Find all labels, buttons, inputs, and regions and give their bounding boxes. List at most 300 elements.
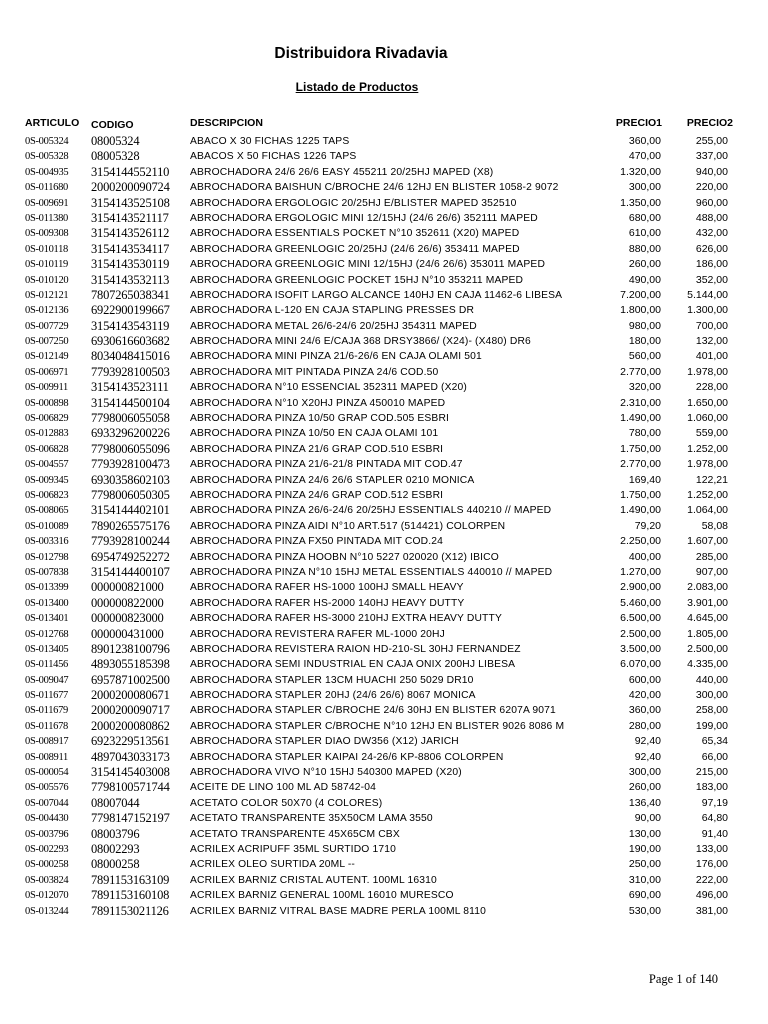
table-row — [0, 411, 768, 426]
row-codigo: 3154144552110 — [91, 164, 170, 179]
row-codigo: 08007044 — [91, 795, 140, 810]
row-articulo: 0S-013405 — [25, 643, 69, 655]
row-precio2: 220,00 — [695, 181, 728, 194]
table-row — [0, 534, 768, 549]
row-descripcion: ABROCHADORA PINZA 21/6-21/8 PINTADA MIT COD.47 — [190, 459, 463, 471]
row-codigo: 3154143543119 — [91, 318, 170, 333]
row-precio1: 1.800,00 — [620, 304, 661, 317]
row-descripcion: ABROCHADORA STAPLER 20HJ (24/6 26/6) 8067 MONICA — [190, 690, 476, 702]
row-descripcion: ABROCHADORA PINZA 24/6 26/6 STAPLER 0210 MONICA — [190, 474, 475, 486]
document-title: Distribuidora Rivadavia — [274, 45, 448, 62]
row-precio1: 1.750,00 — [620, 442, 661, 455]
row-precio2: 215,00 — [695, 766, 728, 779]
row-codigo: 4897043033173 — [91, 749, 170, 764]
row-descripcion: ABROCHADORA RAFER HS-1000 100HJ SMALL HEAVY — [190, 582, 464, 594]
row-precio2: 1.060,00 — [687, 412, 728, 425]
table-row — [0, 596, 768, 611]
table-row — [0, 811, 768, 826]
table-row — [0, 503, 768, 518]
row-descripcion: ABROCHADORA METAL 26/6-24/6 20/25HJ 354311 MAPED — [190, 320, 477, 332]
row-descripcion: ABROCHADORA PINZA HOOBN N°10 5227 020020 (X12) IBICO — [190, 551, 499, 563]
row-articulo: 0S-006828 — [25, 443, 69, 455]
table-row — [0, 380, 768, 395]
row-codigo: 7807265038341 — [91, 287, 170, 302]
row-codigo: 6954749252272 — [91, 549, 170, 564]
row-articulo: 0S-012136 — [25, 305, 69, 317]
row-articulo: 0S-011679 — [25, 705, 68, 717]
row-descripcion: ABROCHADORA PINZA AIDI N°10 ART.517 (514421) COLORPEN — [190, 520, 506, 532]
row-codigo: 7793928100503 — [91, 364, 170, 379]
row-codigo: 7891153160108 — [91, 888, 170, 903]
row-articulo: 0S-013399 — [25, 582, 69, 594]
row-precio1: 490,00 — [628, 273, 661, 286]
row-codigo: 7798100571744 — [91, 780, 170, 795]
table-row — [0, 780, 768, 795]
row-codigo: 2000200080671 — [91, 688, 170, 703]
row-articulo: 0S-004557 — [25, 459, 69, 471]
row-precio1: 260,00 — [628, 781, 661, 794]
row-precio2: 58,08 — [701, 519, 728, 532]
row-articulo: 0S-012149 — [25, 351, 69, 363]
row-precio2: 940,00 — [695, 165, 728, 178]
row-precio2: 337,00 — [695, 150, 728, 163]
table-row — [0, 719, 768, 734]
row-precio2: 3.901,00 — [687, 596, 728, 609]
row-descripcion: ABROCHADORA PINZA 10/50 EN CAJA OLAMI 101 — [190, 428, 439, 440]
row-codigo: 08000258 — [91, 857, 140, 872]
row-codigo: 7798006050305 — [91, 487, 170, 502]
row-precio1: 136,40 — [628, 796, 661, 809]
row-precio2: 1.300,00 — [687, 304, 728, 317]
table-row — [0, 888, 768, 903]
row-precio1: 6.500,00 — [620, 612, 661, 625]
row-codigo: 08002293 — [91, 841, 140, 856]
row-precio1: 6.070,00 — [620, 658, 661, 671]
table-row — [0, 365, 768, 380]
row-articulo: 0S-008917 — [25, 736, 69, 748]
table-row — [0, 457, 768, 472]
table-row — [0, 288, 768, 303]
row-codigo: 6922900199667 — [91, 303, 170, 318]
table-row — [0, 134, 768, 149]
row-precio1: 3.500,00 — [620, 642, 661, 655]
row-articulo: 0S-011456 — [25, 659, 68, 671]
row-precio1: 320,00 — [628, 381, 661, 394]
table-row — [0, 657, 768, 672]
row-precio1: 2.250,00 — [620, 535, 661, 548]
row-precio1: 560,00 — [628, 350, 661, 363]
row-codigo: 000000823000 — [91, 611, 164, 626]
row-precio1: 1.270,00 — [620, 565, 661, 578]
row-descripcion: ABROCHADORA PINZA 24/6 GRAP COD.512 ESBRI — [190, 489, 444, 501]
row-precio1: 610,00 — [628, 227, 661, 240]
table-row — [0, 842, 768, 857]
row-precio2: 1.252,00 — [687, 488, 728, 501]
table-row — [0, 165, 768, 180]
row-articulo: 0S-000054 — [25, 767, 69, 779]
row-descripcion: ABROCHADORA 24/6 26/6 EASY 455211 20/25HJ MAPED (X8) — [190, 166, 494, 178]
row-articulo: 0S-013401 — [25, 613, 69, 625]
row-precio1: 530,00 — [628, 904, 661, 917]
row-descripcion: ABROCHADORA RAFER HS-3000 210HJ EXTRA HEAVY DUTTY — [190, 613, 502, 625]
row-articulo: 0S-004430 — [25, 813, 69, 825]
row-codigo: 6957871002500 — [91, 672, 170, 687]
row-descripcion: ABROCHADORA BAISHUN C/BROCHE 24/6 12HJ EN BLISTER 1058-2 9072 — [190, 182, 559, 194]
row-articulo: 0S-010118 — [25, 243, 68, 255]
row-descripcion: ABROCHADORA MINI PINZA 21/6-26/6 EN CAJA OLAMI 501 — [190, 351, 482, 363]
row-descripcion: ABROCHADORA MINI 24/6 E/CAJA 368 DRSY3866/ (X24)- (X480) DR6 — [190, 336, 531, 348]
row-codigo: 3154143525108 — [91, 195, 170, 210]
row-articulo: 0S-010089 — [25, 520, 69, 532]
row-articulo: 0S-007729 — [25, 320, 69, 332]
row-precio1: 470,00 — [628, 150, 661, 163]
row-descripcion: ABROCHADORA SEMI INDUSTRIAL EN CAJA ONIX 200HJ LIBESA — [190, 659, 516, 671]
row-articulo: 0S-008911 — [25, 751, 68, 763]
row-articulo: 0S-012070 — [25, 890, 69, 902]
product-table-body — [0, 134, 768, 919]
row-precio2: 1.064,00 — [687, 504, 728, 517]
row-precio2: 432,00 — [695, 227, 728, 240]
table-row — [0, 580, 768, 595]
row-precio1: 400,00 — [628, 550, 661, 563]
row-descripcion: ABROCHADORA GREENLOGIC 20/25HJ (24/6 26/6) 353411 MAPED — [190, 243, 520, 255]
row-codigo: 3154143530119 — [91, 257, 170, 272]
table-row — [0, 426, 768, 441]
table-row — [0, 257, 768, 272]
row-articulo: 0S-012768 — [25, 628, 69, 640]
table-row — [0, 796, 768, 811]
table-row — [0, 904, 768, 919]
row-precio1: 300,00 — [628, 181, 661, 194]
row-precio2: 1.252,00 — [687, 442, 728, 455]
row-precio2: 488,00 — [695, 211, 728, 224]
row-codigo: 8034048415016 — [91, 349, 170, 364]
table-row — [0, 642, 768, 657]
row-descripcion: ABROCHADORA STAPLER C/BROCHE 24/6 30HJ EN BLISTER 6207A 9071 — [190, 705, 556, 717]
table-row — [0, 319, 768, 334]
row-articulo: 0S-000258 — [25, 859, 69, 871]
page-number: Page 1 of 140 — [648, 972, 718, 986]
row-precio1: 190,00 — [628, 842, 661, 855]
row-descripcion: ABROCHADORA N°10 X20HJ PINZA 450010 MAPED — [190, 397, 446, 409]
row-precio2: 65,34 — [701, 735, 728, 748]
table-row — [0, 673, 768, 688]
row-precio1: 420,00 — [628, 689, 661, 702]
row-articulo: 0S-000898 — [25, 397, 69, 409]
row-codigo: 000000821000 — [91, 580, 164, 595]
row-precio2: 381,00 — [695, 904, 728, 917]
row-precio1: 980,00 — [628, 319, 661, 332]
row-precio2: 285,00 — [695, 550, 728, 563]
row-precio1: 600,00 — [628, 673, 661, 686]
row-precio1: 680,00 — [628, 211, 661, 224]
row-articulo: 0S-013244 — [25, 905, 69, 917]
row-precio1: 2.900,00 — [620, 581, 661, 594]
table-row — [0, 857, 768, 872]
row-codigo: 3154144500104 — [91, 395, 170, 410]
row-codigo: 3154143534117 — [91, 241, 170, 256]
row-descripcion: ABROCHADORA REVISTERA RAFER ML-1000 20HJ — [190, 628, 445, 640]
row-precio1: 169,40 — [628, 473, 661, 486]
row-articulo: 0S-011380 — [25, 212, 68, 224]
row-descripcion: ACETATO TRANSPARENTE 45X65CM CBX — [190, 828, 400, 840]
row-precio2: 907,00 — [695, 565, 728, 578]
row-precio1: 310,00 — [628, 873, 661, 886]
table-row — [0, 349, 768, 364]
row-codigo: 6933296200226 — [91, 426, 170, 441]
row-precio2: 1.607,00 — [687, 535, 728, 548]
row-articulo: 0S-005324 — [25, 136, 69, 147]
row-descripcion: ABROCHADORA VIVO N°10 15HJ 540300 MAPED (X20) — [190, 767, 462, 779]
header-articulo: ARTICULO — [25, 117, 80, 129]
row-precio2: 199,00 — [695, 719, 728, 732]
row-articulo: 0S-013400 — [25, 597, 69, 609]
row-precio1: 1.490,00 — [620, 412, 661, 425]
row-precio1: 1.750,00 — [620, 488, 661, 501]
row-articulo: 0S-003796 — [25, 828, 69, 840]
row-codigo: 2000200090717 — [91, 703, 170, 718]
row-codigo: 3154143532113 — [91, 272, 170, 287]
row-descripcion: ABROCHADORA PINZA 10/50 GRAP COD.505 ESBRI — [190, 413, 450, 425]
row-precio2: 97,19 — [701, 796, 728, 809]
row-precio2: 700,00 — [695, 319, 728, 332]
row-precio2: 183,00 — [695, 781, 728, 794]
row-precio2: 440,00 — [695, 673, 728, 686]
row-descripcion: ACRILEX ACRIPUFF 35ML SURTIDO 1710 — [190, 843, 396, 855]
row-descripcion: ABROCHADORA PINZA FX50 PINTADA MIT COD.24 — [190, 536, 443, 548]
table-row — [0, 611, 768, 626]
row-precio1: 130,00 — [628, 827, 661, 840]
table-row — [0, 873, 768, 888]
table-row — [0, 519, 768, 534]
table-row — [0, 334, 768, 349]
row-precio2: 1.805,00 — [687, 627, 728, 640]
row-articulo: 0S-009691 — [25, 197, 69, 209]
row-precio1: 1.320,00 — [620, 165, 661, 178]
table-row — [0, 734, 768, 749]
row-descripcion: ACETATO COLOR 50X70 (4 COLORES) — [190, 797, 383, 809]
row-codigo: 3154143523111 — [91, 380, 169, 395]
row-codigo: 3154143526112 — [91, 226, 170, 241]
row-descripcion: ACRILEX OLEO SURTIDA 20ML -- — [190, 859, 355, 871]
row-descripcion: ACETATO TRANSPARENTE 35X50CM LAMA 3550 — [190, 813, 433, 825]
row-precio2: 1.650,00 — [687, 396, 728, 409]
row-codigo: 2000200090724 — [91, 180, 170, 195]
row-precio2: 496,00 — [695, 889, 728, 902]
row-precio1: 360,00 — [628, 135, 661, 147]
row-codigo: 6930358602103 — [91, 472, 170, 487]
row-descripcion: ACRILEX BARNIZ VITRAL BASE MADRE PERLA 100ML 8110 — [190, 905, 486, 917]
row-precio2: 255,00 — [695, 135, 728, 147]
table-row — [0, 827, 768, 842]
row-articulo: 0S-009345 — [25, 474, 69, 486]
row-articulo: 0S-007838 — [25, 566, 69, 578]
row-descripcion: ABROCHADORA ERGOLOGIC MINI 12/15HJ (24/6 26/6) 352111 MAPED — [190, 212, 538, 224]
row-descripcion: ABROCHADORA ERGOLOGIC 20/25HJ E/BLISTER MAPED 352510 — [190, 197, 517, 209]
row-codigo: 7798006055058 — [91, 411, 170, 426]
row-descripcion: ACRILEX BARNIZ CRISTAL AUTENT. 100ML 16310 — [190, 874, 437, 886]
table-row — [0, 688, 768, 703]
row-precio1: 7.200,00 — [620, 288, 661, 301]
row-descripcion: ABROCHADORA GREENLOGIC POCKET 15HJ N°10 353211 MAPED — [190, 274, 524, 286]
table-row — [0, 180, 768, 195]
row-articulo: 0S-009911 — [25, 382, 68, 394]
row-codigo: 000000822000 — [91, 595, 164, 610]
row-precio1: 90,00 — [634, 812, 661, 825]
row-articulo: 0S-011680 — [25, 182, 68, 194]
row-codigo: 7798006055096 — [91, 441, 170, 456]
row-codigo: 08005324 — [91, 134, 140, 148]
row-codigo: 6930616603682 — [91, 334, 170, 349]
row-precio1: 5.460,00 — [620, 596, 661, 609]
row-codigo: 08003796 — [91, 826, 140, 841]
row-precio1: 780,00 — [628, 427, 661, 440]
row-descripcion: ABROCHADORA MIT PINTADA PINZA 24/6 COD.50 — [190, 366, 439, 378]
row-precio2: 64,80 — [701, 812, 728, 825]
row-precio2: 4.645,00 — [687, 612, 728, 625]
table-row — [0, 703, 768, 718]
row-descripcion: ABROCHADORA REVISTERA RAION HD-210-SL 30HJ FERNANDEZ — [190, 643, 521, 655]
row-precio1: 92,40 — [634, 750, 661, 763]
row-codigo: 3154145403008 — [91, 765, 170, 780]
row-codigo: 7891153163109 — [91, 872, 170, 887]
row-precio2: 300,00 — [695, 689, 728, 702]
table-row — [0, 488, 768, 503]
table-row — [0, 196, 768, 211]
table-row — [0, 273, 768, 288]
row-descripcion: ABROCHADORA PINZA N°10 15HJ METAL ESSENTIALS 440010 // MAPED — [190, 566, 553, 578]
row-precio2: 626,00 — [695, 242, 728, 255]
row-articulo: 0S-008065 — [25, 505, 69, 517]
row-codigo: 4893055185398 — [91, 657, 170, 672]
row-precio1: 690,00 — [628, 889, 661, 902]
header-descripcion: DESCRIPCION — [190, 117, 263, 129]
row-articulo: 0S-002293 — [25, 843, 69, 855]
row-precio1: 250,00 — [628, 858, 661, 871]
row-articulo: 0S-011677 — [25, 690, 68, 702]
row-descripcion: ABROCHADORA N°10 ESSENCIAL 352311 MAPED (X20) — [190, 382, 467, 394]
table-row — [0, 473, 768, 488]
row-articulo: 0S-005328 — [25, 151, 69, 163]
table-row — [0, 442, 768, 457]
row-precio1: 180,00 — [628, 335, 661, 348]
table-row — [0, 627, 768, 642]
row-articulo: 0S-011678 — [25, 720, 68, 732]
row-precio2: 1.978,00 — [687, 458, 728, 471]
row-descripcion: ABROCHADORA STAPLER KAIPAI 24-26/6 KP-8806 COLORPEN — [190, 751, 504, 763]
row-articulo: 0S-003824 — [25, 874, 69, 886]
row-articulo: 0S-004935 — [25, 166, 69, 178]
row-codigo: 2000200080862 — [91, 718, 170, 733]
row-precio1: 280,00 — [628, 719, 661, 732]
row-descripcion: ABROCHADORA STAPLER 13CM HUACHI 250 5029 DR10 — [190, 674, 474, 686]
row-codigo: 3154144402101 — [91, 503, 170, 518]
row-descripcion: ABROCHADORA RAFER HS-2000 140HJ HEAVY DUTTY — [190, 597, 465, 609]
table-row — [0, 396, 768, 411]
row-descripcion: ABROCHADORA L-120 EN CAJA STAPLING PRESSES DR — [190, 305, 475, 317]
table-row — [0, 565, 768, 580]
row-precio2: 122,21 — [695, 473, 728, 486]
row-descripcion: ABROCHADORA STAPLER C/BROCHE N°10 12HJ EN BLISTER 9026 8086 M — [190, 720, 565, 732]
row-precio1: 92,40 — [634, 735, 661, 748]
row-descripcion: ABROCHADORA ISOFIT LARGO ALCANCE 140HJ EN CAJA 11462-6 LIBESA — [190, 289, 563, 301]
row-articulo: 0S-003316 — [25, 536, 69, 548]
row-precio2: 559,00 — [695, 427, 728, 440]
row-precio2: 222,00 — [695, 873, 728, 886]
row-precio1: 1.350,00 — [620, 196, 661, 209]
table-row — [0, 750, 768, 765]
header-precio1: PRECIO1 — [615, 117, 662, 129]
row-codigo: 7798147152197 — [91, 811, 170, 826]
row-precio2: 2.500,00 — [687, 642, 728, 655]
row-descripcion: ABROCHADORA STAPLER DIAO DW356 (X12) JARICH — [190, 736, 459, 748]
row-codigo: 7891153021126 — [91, 903, 169, 918]
table-row — [0, 303, 768, 318]
row-articulo: 0S-006823 — [25, 489, 69, 501]
row-precio2: 352,00 — [695, 273, 728, 286]
row-codigo: 8901238100796 — [91, 641, 170, 656]
row-descripcion: ABROCHADORA PINZA 21/6 GRAP COD.510 ESBRI — [190, 443, 444, 455]
row-precio1: 2.770,00 — [620, 365, 661, 378]
row-codigo: 3154144400107 — [91, 564, 170, 579]
row-precio1: 2.500,00 — [620, 627, 661, 640]
row-descripcion: ABACO X 30 FICHAS 1225 TAPS — [190, 136, 350, 147]
row-precio1: 360,00 — [628, 704, 661, 717]
row-precio2: 2.083,00 — [687, 581, 728, 594]
row-codigo: 7793928100473 — [91, 457, 170, 472]
row-precio2: 401,00 — [695, 350, 728, 363]
header-codigo: CODIGO — [91, 119, 134, 131]
row-descripcion: ABACOS X 50 FICHAS 1226 TAPS — [190, 151, 357, 163]
row-articulo: 0S-007044 — [25, 797, 69, 809]
row-precio2: 228,00 — [695, 381, 728, 394]
row-articulo: 0S-006829 — [25, 413, 69, 425]
row-articulo: 0S-009308 — [25, 228, 69, 240]
row-precio1: 300,00 — [628, 766, 661, 779]
row-articulo: 0S-010120 — [25, 274, 69, 286]
row-precio2: 91,40 — [701, 827, 728, 840]
row-descripcion: ABROCHADORA GREENLOGIC MINI 12/15HJ (24/6 26/6) 353011 MAPED — [190, 259, 546, 271]
row-articulo: 0S-007250 — [25, 336, 69, 348]
row-precio2: 4.335,00 — [687, 658, 728, 671]
row-articulo: 0S-012883 — [25, 428, 69, 440]
row-descripcion: ABROCHADORA ESSENTIALS POCKET N°10 352611 (X20) MAPED — [190, 228, 520, 240]
row-precio1: 1.490,00 — [620, 504, 661, 517]
row-precio1: 2.310,00 — [620, 396, 661, 409]
row-codigo: 6923229513561 — [91, 734, 170, 749]
row-precio1: 260,00 — [628, 258, 661, 271]
row-articulo: 0S-006971 — [25, 366, 69, 378]
table-row — [0, 550, 768, 565]
row-precio2: 5.144,00 — [687, 288, 728, 301]
row-precio2: 1.978,00 — [687, 365, 728, 378]
row-codigo: 000000431000 — [91, 626, 164, 641]
table-row — [0, 211, 768, 226]
row-descripcion: ABROCHADORA PINZA 26/6-24/6 20/25HJ ESSENTIALS 440210 // MAPED — [190, 505, 552, 517]
row-precio2: 186,00 — [695, 258, 728, 271]
table-row — [0, 226, 768, 241]
document-subtitle: Listado de Productos — [295, 80, 419, 94]
row-precio2: 258,00 — [695, 704, 728, 717]
row-articulo: 0S-005576 — [25, 782, 69, 794]
row-descripcion: ACRILEX BARNIZ GENERAL 100ML 16010 MURESCO — [190, 890, 454, 902]
row-precio1: 2.770,00 — [620, 458, 661, 471]
row-codigo: 7793928100244 — [91, 534, 170, 549]
row-codigo: 3154143521117 — [91, 210, 169, 225]
row-codigo: 7890265575176 — [91, 518, 170, 533]
row-codigo: 08005328 — [91, 149, 140, 164]
header-precio2: PRECIO2 — [686, 117, 733, 129]
